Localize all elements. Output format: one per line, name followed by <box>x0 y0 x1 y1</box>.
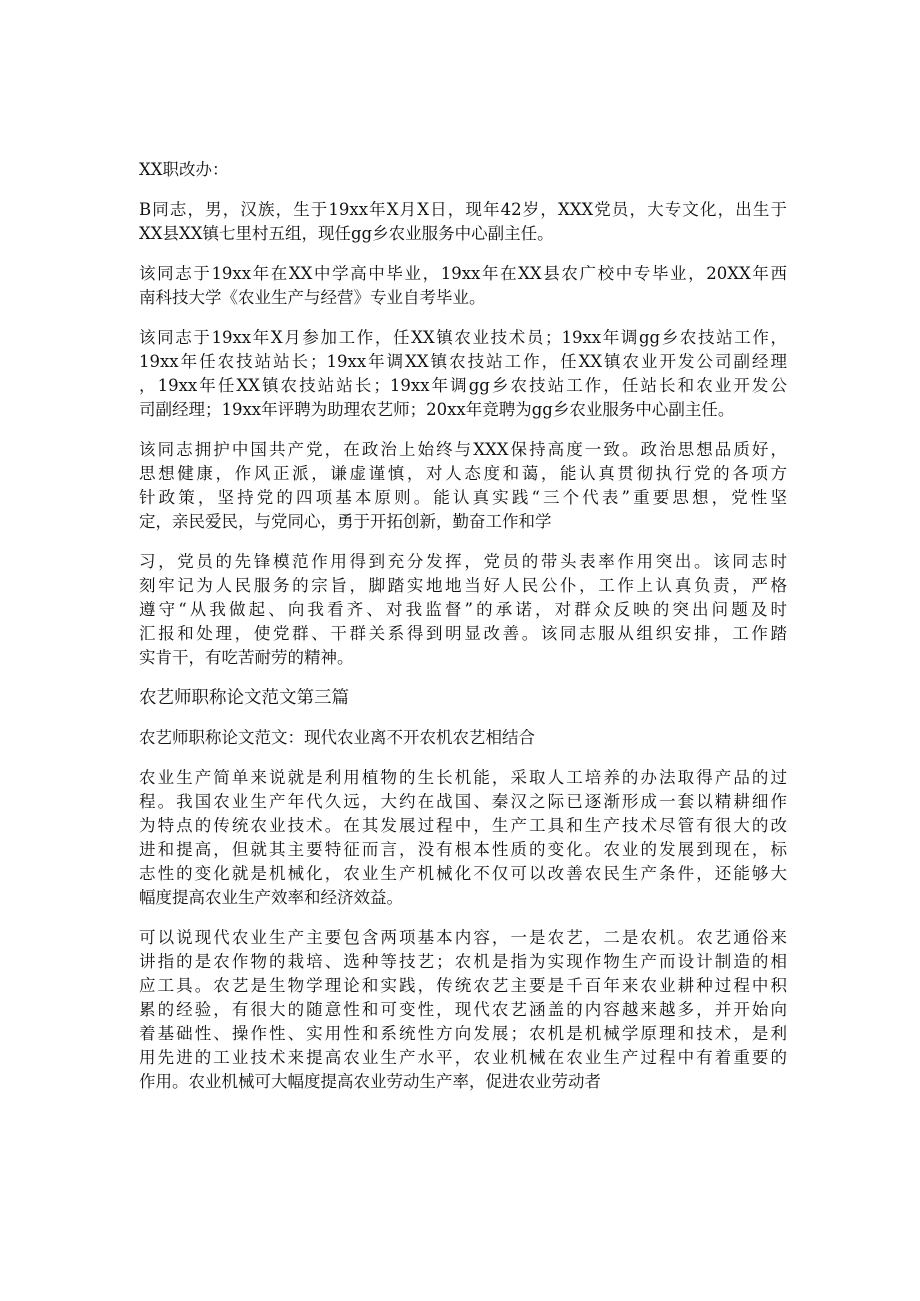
text-line: B同志，男，汉族，生于19xx年X月X日，现年42岁，XXX党员，大专文化，出生于 <box>139 200 787 219</box>
paragraph-agronomy-machinery <box>139 926 787 1094</box>
text-line: 定，亲民爱民，与党同心，勇于开拓创新，勤奋工作和学 <box>139 512 552 531</box>
text-line: 南科技大学《农业生产与经营》专业自考毕业。 <box>139 288 486 307</box>
text-line: 该同志于19xx年在XX中学高中毕业，19xx年在XX县农广校中专毕业，20XX年西 <box>139 264 787 283</box>
text-line: 实肯干，有吃苦耐劳的精神。 <box>139 648 354 667</box>
text-line: 志性的变化就是机械化，农业生产机械化不仅可以改善农民生产条件，还能够大 <box>139 864 787 883</box>
text-line: 着基础性、操作性、实用性和系统性方向发展；农机是机械学原理和技术，是利 <box>139 1024 787 1043</box>
text-line: 习，党员的先锋模范作用得到充分发挥，党员的带头表率作用突出。该同志时 <box>139 552 787 571</box>
text-line: 作用。农业机械可大幅度提高农业劳动生产率，促进农业劳动者 <box>139 1072 601 1091</box>
section-heading: 农艺师职称论文范文第三篇 <box>139 688 349 708</box>
text-line: 幅度提高农业生产效率和经济效益。 <box>139 888 403 907</box>
text-line: 19xx年任农技站站长；19xx年调XX镇农技站工作，任XX镇农业开发公司副经理 <box>139 352 787 371</box>
text-line: 可以说现代农业生产主要包含两项基本内容，一是农艺，二是农机。农艺通俗来 <box>139 928 787 947</box>
paragraph-conduct <box>139 550 787 670</box>
text-line: 司副经理；19xx年评聘为助理农艺师；20xx年竞聘为gg乡农业服务中心副主任。 <box>139 400 735 419</box>
text-line: XX县XX镇七里村五组，现任gg乡农业服务中心副主任。 <box>139 224 554 243</box>
salutation-text: XX职改办： <box>139 160 229 179</box>
text-line: 农业生产简单来说就是利用植物的生长机能，采取人工培养的办法取得产品的过 <box>139 768 787 787</box>
text-line: 讲指的是农作物的栽培、选种等技艺；农机是指为实现作物生产而设计制造的相 <box>139 952 787 971</box>
text-line: 用先进的工业技术来提高农业生产水平，农业机械在农业生产过程中有着重要的 <box>139 1048 787 1067</box>
text-line: 思想健康，作风正派，谦虚谨慎，对人态度和蔼，能认真贯彻执行党的各项方 <box>139 464 787 483</box>
text-line: 遵守“从我做起、向我看齐、对我监督”的承诺，对群众反映的突出问题及时 <box>139 600 787 619</box>
document-body <box>139 158 787 1110</box>
paragraph-work-history <box>139 326 787 422</box>
text-line: 累的经验，有很大的随意性和可变性，现代农艺涵盖的内容越来越多，并开始向 <box>139 1000 787 1019</box>
article-title: 农艺师职称论文范文：现代农业离不开农机农艺相结合 <box>139 728 535 747</box>
text-line: 该同志于19xx年X月参加工作，任XX镇农业技术员；19xx年调gg乡农技站工作， <box>139 328 787 347</box>
text-line: 该同志拥护中国共产党，在政治上始终与XXX保持高度一致。政治思想品质好， <box>139 440 787 459</box>
salutation <box>139 158 787 182</box>
text-line: ，19xx年任XX镇农技站站长；19xx年调gg乡农技站工作，任站长和农业开发公 <box>139 376 787 395</box>
text-line: 刻牢记为人民服务的宗旨，脚踏实地地当好人民公仆，工作上认真负责，严格 <box>139 576 787 595</box>
text-line: 应工具。农艺是生物学理论和实践，传统农艺主要是千百年来农业耕种过程中积 <box>139 976 787 995</box>
paragraph-personal-info <box>139 198 787 246</box>
paragraph-political <box>139 438 787 534</box>
text-line: 程。我国农业生产年代久远，大约在战国、秦汉之际已逐渐形成一套以精耕细作 <box>139 792 787 811</box>
paragraph-agriculture-intro <box>139 766 787 910</box>
paragraph-education <box>139 262 787 310</box>
text-line: 汇报和处理，使党群、干群关系得到明显改善。该同志服从组织安排，工作踏 <box>139 624 787 643</box>
text-line: 针政策，坚持党的四项基本原则。能认真实践“三个代表”重要思想，党性坚 <box>139 488 787 507</box>
text-line: 进和提高，但就其主要特征而言，没有根本性质的变化。农业的发展到现在，标 <box>139 840 787 859</box>
text-line: 为特点的传统农业技术。在其发展过程中，生产工具和生产技术尽管有很大的改 <box>139 816 787 835</box>
